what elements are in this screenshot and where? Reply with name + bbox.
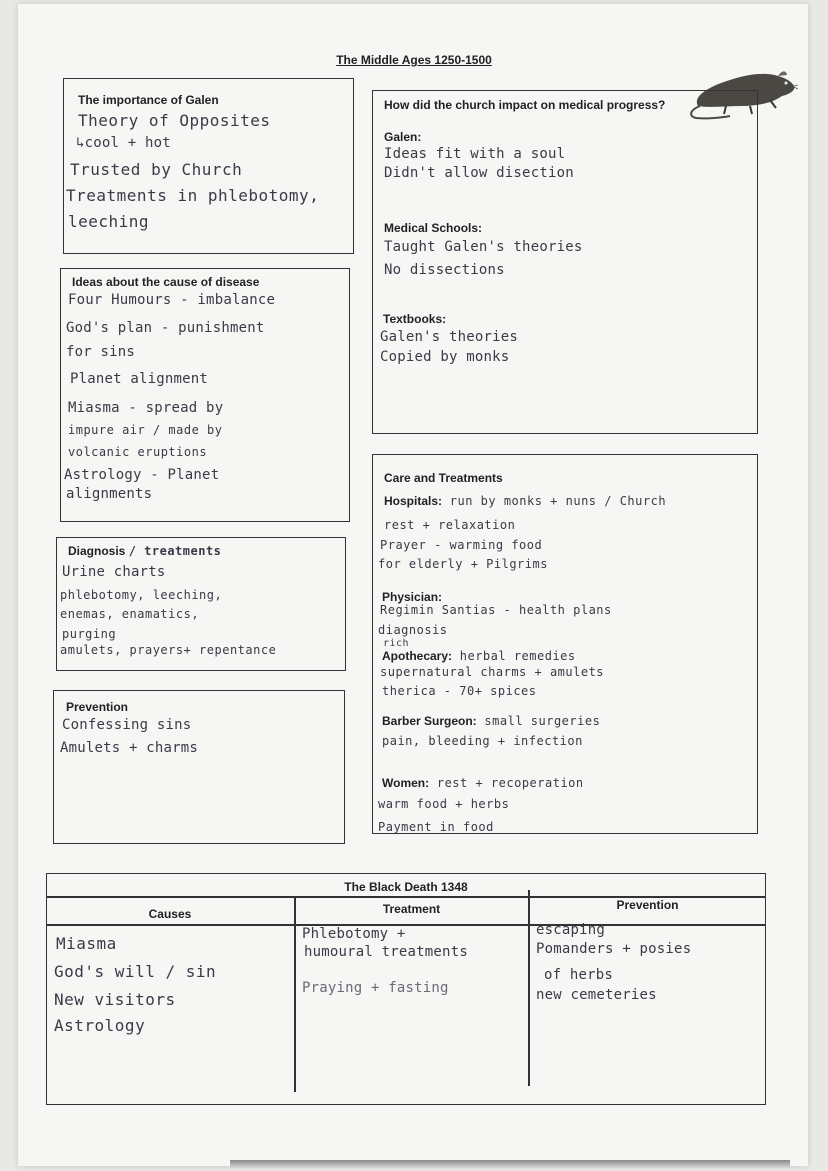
cause-item: New visitors <box>54 990 176 1009</box>
prevention-line: Confessing sins <box>62 717 192 733</box>
women-line: Payment in food <box>378 820 494 834</box>
disease-line: alignments <box>66 486 153 502</box>
hospitals-label: Hospitals: <box>384 494 443 508</box>
women-first-line <box>382 776 584 790</box>
col-header-causes: Causes <box>148 907 192 921</box>
galen-line: leeching <box>68 212 150 231</box>
cause-item: God's will / sin <box>54 962 217 981</box>
galen-line: Treatments in phlebotomy, <box>66 186 320 205</box>
barber-first-text: small surgeries <box>484 714 601 728</box>
galen-line: Theory of Opposites <box>78 111 271 130</box>
diagnosis-title-suffix: / treatments <box>128 544 222 558</box>
apothecary-label: Apothecary: <box>382 649 453 663</box>
hospitals-first-text: run by monks + nuns / Church <box>449 494 667 508</box>
prevention-item: Pomanders + posies <box>536 941 692 957</box>
apothecary-first-line <box>382 649 576 663</box>
treatment-item: humoural treatments <box>304 944 468 960</box>
women-line: warm food + herbs <box>378 797 510 811</box>
hospitals-line: Prayer - warming food <box>380 538 543 552</box>
church-schools-label: Medical Schools: <box>384 221 483 235</box>
disease-line: Astrology - Planet <box>64 467 220 483</box>
church-schools-line: No dissections <box>384 262 505 278</box>
physician-line: Regimin Santias - health plans <box>380 603 612 617</box>
hospitals-line: for elderly + Pilgrims <box>378 557 548 571</box>
physician-line: rich <box>383 638 410 649</box>
disease-line: Miasma - spread by <box>68 400 224 416</box>
apothecary-line: therica - 70+ spices <box>382 684 537 698</box>
physician-label: Physician: <box>382 590 443 604</box>
diagnosis-line: purging <box>62 627 117 641</box>
table-rule <box>46 924 766 926</box>
diagnosis-title-text: Diagnosis <box>68 544 126 558</box>
galen-line: ↳cool + hot <box>76 135 171 151</box>
prevention-box-title: Prevention <box>66 700 129 714</box>
hospitals-first-line <box>384 494 666 508</box>
black-death-title: The Black Death 1348 <box>344 880 468 894</box>
church-textbooks-line: Copied by monks <box>380 349 510 365</box>
disease-line: volcanic eruptions <box>68 445 208 459</box>
barber-first-line <box>382 714 600 728</box>
hospitals-line: rest + relaxation <box>384 518 516 532</box>
cause-item: Miasma <box>56 934 117 953</box>
church-schools-line: Taught Galen's theories <box>384 239 583 255</box>
disease-line: God's plan - punishment <box>66 320 265 336</box>
disease-line: impure air / made by <box>68 423 223 437</box>
page-edge-shadow <box>230 1160 790 1168</box>
disease-line: Planet alignment <box>70 371 209 387</box>
diagnosis-line: enemas, enamatics, <box>60 607 200 621</box>
table-divider <box>294 896 296 1092</box>
women-first-text: rest + recoperation <box>436 776 584 790</box>
apothecary-line: supernatural charms + amulets <box>380 665 605 679</box>
galen-box-title: The importance of Galen <box>78 93 219 107</box>
church-textbooks-line: Galen's theories <box>380 329 519 345</box>
prevention-item: of herbs <box>544 967 614 983</box>
church-box-title: How did the church impact on medical progress? <box>384 98 666 112</box>
diagnosis-line: amulets, prayers+ repentance <box>60 643 277 657</box>
prevention-line: Amulets + charms <box>60 740 199 756</box>
galen-line: Trusted by Church <box>70 160 243 179</box>
col-header-prevention: Prevention <box>616 898 679 912</box>
disease-line: Four Humours - imbalance <box>68 292 276 308</box>
page-title: The Middle Ages 1250-1500 <box>336 53 492 67</box>
table-divider <box>528 890 530 1086</box>
prevention-item: new cemeteries <box>536 987 657 1003</box>
church-textbooks-label: Textbooks: <box>383 312 447 326</box>
church-galen-label: Galen: <box>384 130 422 144</box>
treatment-item: Phlebotomy + <box>302 926 406 942</box>
care-box-title: Care and Treatments <box>384 471 503 485</box>
col-header-treatment: Treatment <box>382 902 441 916</box>
barber-line: pain, bleeding + infection <box>382 734 583 748</box>
diagnosis-line: Urine charts <box>62 564 166 580</box>
women-label: Women: <box>382 776 430 790</box>
church-galen-line: Didn't allow disection <box>384 165 574 181</box>
cause-item: Astrology <box>54 1016 146 1035</box>
prevention-item: escaping <box>536 922 606 938</box>
treatment-item: Praying + fasting <box>302 980 449 996</box>
barber-label: Barber Surgeon: <box>382 714 477 728</box>
disease-box-title: Ideas about the cause of disease <box>72 275 260 289</box>
physician-line: diagnosis <box>378 623 448 637</box>
diagnosis-box-title <box>68 544 221 558</box>
church-galen-line: Ideas fit with a soul <box>384 146 566 162</box>
disease-line: for sins <box>66 344 136 360</box>
diagnosis-line: phlebotomy, leeching, <box>60 588 223 602</box>
apothecary-first-text: herbal remedies <box>459 649 576 663</box>
